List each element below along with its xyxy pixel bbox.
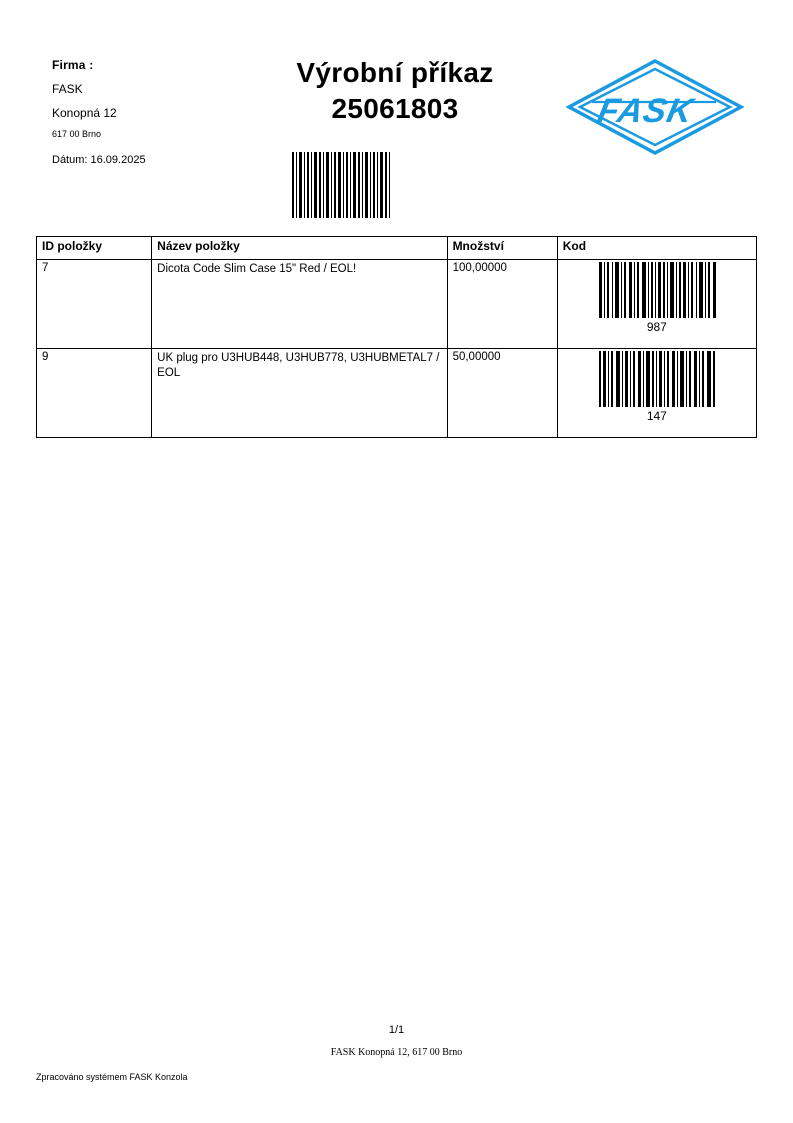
cell-id: 9 — [37, 349, 152, 438]
fask-logo — [566, 58, 744, 156]
company-street: Konopná 12 — [52, 106, 117, 120]
footer-note: Zpracováno systémem FASK Konzola — [36, 1072, 188, 1082]
company-name: FASK — [52, 82, 83, 96]
cell-id: 7 — [37, 260, 152, 349]
row-barcode — [597, 351, 717, 407]
items-table — [36, 236, 757, 438]
page-number: 1/1 — [388, 1024, 405, 1036]
svg-text:FASK: FASK — [594, 92, 697, 130]
table-row — [37, 349, 757, 438]
company-city: 617 00 Brno — [52, 129, 102, 139]
document-date: Dátum: 16.09.2025 — [52, 154, 146, 166]
company-label: Firma : — [52, 58, 94, 72]
cell-name: Dicota Code Slim Case 15" Red / EOL! — [152, 260, 447, 349]
cell-qty: 50,00000 — [447, 349, 557, 438]
cell-name: UK plug pro U3HUB448, U3HUB778, U3HUBMETAL7 / EOL — [152, 349, 447, 438]
cell-code — [557, 260, 756, 349]
column-header-name: Název položky — [152, 237, 447, 260]
column-header-id: ID položky — [37, 237, 152, 260]
row-barcode — [597, 262, 717, 318]
cell-code — [557, 349, 756, 438]
cell-qty: 100,00000 — [447, 260, 557, 349]
row-code-text: 987 — [646, 320, 667, 334]
page-title — [230, 55, 560, 127]
column-header-code: Kod — [557, 237, 756, 260]
table-header-row — [37, 237, 757, 260]
document-title-text: Výrobní příkaz — [296, 57, 494, 88]
document-number: 25061803 — [331, 92, 459, 124]
table-row — [37, 260, 757, 349]
column-header-qty: Množství — [447, 237, 557, 260]
header-barcode — [291, 152, 391, 218]
row-code-text: 147 — [646, 409, 667, 423]
footer-address: FASK Konopná 12, 617 00 Brno — [330, 1047, 463, 1058]
